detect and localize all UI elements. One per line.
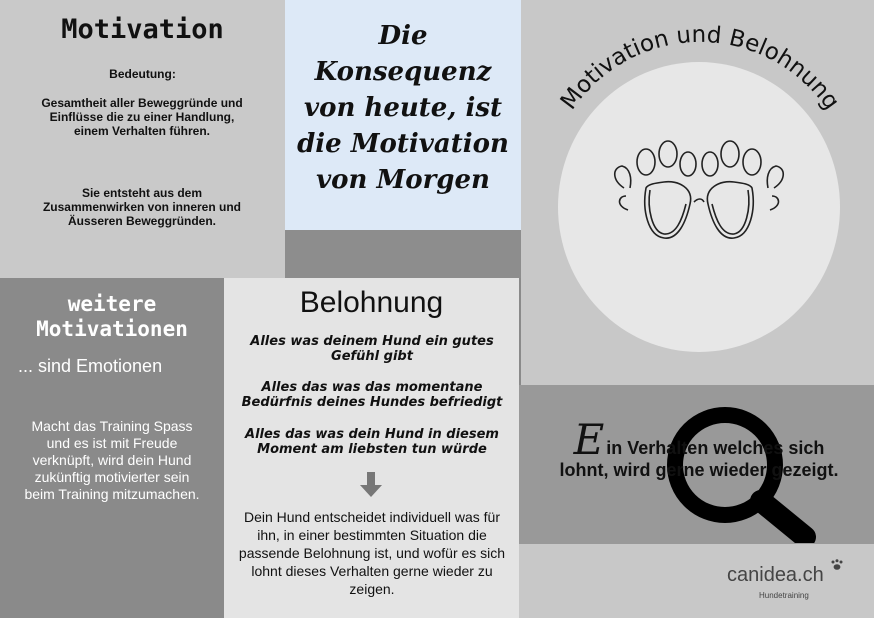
- belohnung-panel: [224, 278, 519, 618]
- motivation-panel: [0, 0, 285, 278]
- logo-panel: [519, 544, 874, 618]
- quote-line: Konsequenz: [314, 57, 492, 87]
- weitere-body: Macht das Training Spass und es ist mit Freude verknüpft, wird dein Hund zukünftig motivierter sein beim Training mitzumachen.: [24, 418, 200, 502]
- paw-icon: [830, 559, 844, 573]
- weitere-title-line: Motivationen: [36, 317, 188, 341]
- motivation-subtitle: Bedeutung:: [109, 67, 176, 81]
- circle-panel: [521, 0, 874, 385]
- quote-text: [293, 18, 513, 198]
- quote-line: Die: [378, 21, 428, 51]
- belohnung-title: Belohnung: [299, 286, 444, 319]
- motivation-definition: Gesamtheit aller Beweggründe und Einflüsse die zu einer Handlung, einem Verhalten führen.: [41, 96, 243, 138]
- quote-line: die Motivation: [297, 129, 509, 159]
- belohnung-body: Dein Hund entscheidet individuell was für ihn, in einer bestimmten Situation die passende Belohnung ist, und wofür es sich lohnt dieses Verhalten gerne wieder zu zeigen.: [238, 509, 506, 597]
- weitere-title-line: weitere: [67, 292, 157, 316]
- paw-prints-icon: [606, 140, 792, 250]
- logo-name: canidea.ch: [727, 564, 824, 586]
- arrow-down-icon: [359, 472, 383, 498]
- verhalten-text: [549, 415, 849, 481]
- weitere-title: [0, 292, 224, 342]
- weitere-panel: [0, 278, 224, 618]
- quote-line: von Morgen: [316, 165, 490, 195]
- quote-line: von heute, ist: [304, 93, 502, 123]
- verhalten-initial: E: [573, 415, 605, 464]
- belohnung-item: Alles was deinem Hund ein gutes Gefühl gibt: [250, 334, 494, 364]
- quote-panel: [285, 0, 521, 230]
- verhalten-panel: [519, 385, 874, 544]
- weitere-subtitle: ... sind Emotionen: [18, 356, 163, 376]
- logo-tagline: Hundetraining: [759, 591, 809, 600]
- belohnung-item: Alles das was das momentane Bedürfnis deines Hundes befriedigt: [241, 380, 503, 410]
- arc-title-text: Motivation und Belohnung: [555, 21, 845, 115]
- belohnung-item: Alles das was dein Hund in diesem Moment am liebsten tun würde: [245, 427, 499, 457]
- motivation-title: Motivation: [61, 14, 224, 45]
- verhalten-rest: in Verhalten welches sich lohnt, wird gerne wieder gezeigt.: [559, 438, 839, 480]
- svg-text:Motivation und Belohnung: [556, 22, 844, 115]
- motivation-origin: Sie entsteht aus dem Zusammenwirken von inneren und Äusseren Beweggründen.: [42, 186, 242, 228]
- quote-footer-bar: [285, 230, 521, 278]
